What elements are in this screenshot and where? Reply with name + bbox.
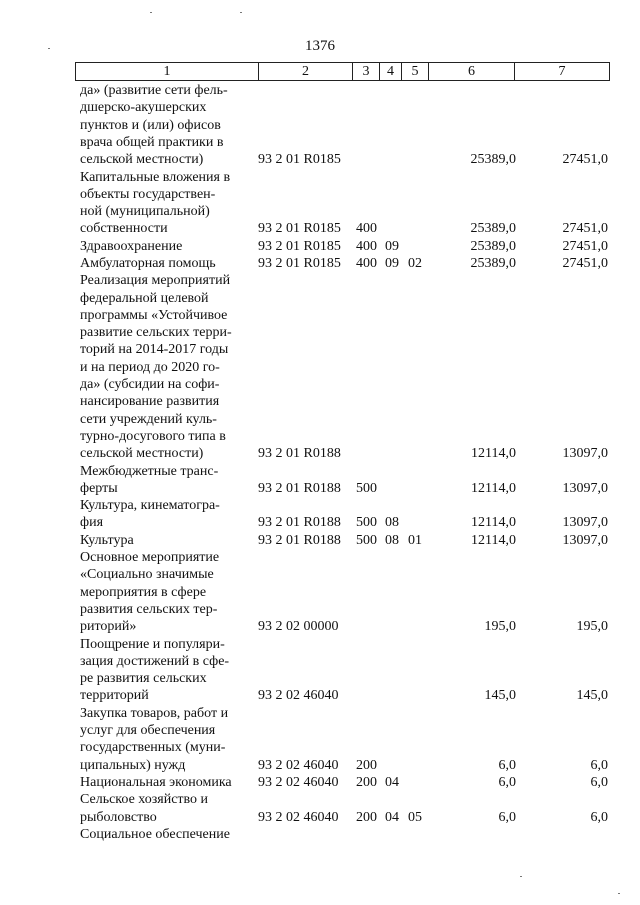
row-code: 93 2 02 00000 (258, 619, 339, 635)
scan-speck (48, 48, 50, 49)
page-number: 1376 (305, 38, 335, 54)
row-value-2017: 25389,0 (470, 238, 516, 254)
row-name-line: Межбюджетные транс- (80, 463, 219, 479)
table-row (0, 549, 640, 636)
row-name-line: Национальная экономика (80, 774, 232, 790)
row-value-2018: 13097,0 (562, 480, 608, 496)
row-code: 93 2 01 R0188 (258, 532, 341, 548)
row-value-2018: 27451,0 (562, 238, 608, 254)
row-value-2018: 195,0 (576, 619, 608, 635)
scan-speck (150, 12, 152, 13)
row-code: 93 2 01 R0185 (258, 221, 341, 237)
row-value-2018: 6,0 (590, 774, 608, 790)
table-row (0, 255, 640, 272)
row-name-line: объекты государствен- (80, 186, 216, 202)
row-name-line: программы «Устойчивое (80, 307, 228, 323)
header-col-7: 7 (514, 63, 609, 80)
row-col3: 400 (356, 221, 377, 237)
table-row (0, 463, 640, 498)
row-name (80, 705, 248, 774)
row-value-2017: 6,0 (498, 757, 516, 773)
row-col4: 04 (385, 809, 399, 825)
row-name (80, 255, 248, 272)
row-name-line: дшерско-акушерских (80, 100, 207, 116)
row-name-line: Закупка товаров, работ и (80, 705, 229, 721)
row-code: 93 2 01 R0188 (258, 446, 341, 462)
row-col3: 400 (356, 255, 377, 271)
row-value-2017: 6,0 (498, 774, 516, 790)
table-row (0, 705, 640, 774)
row-name-line: Поощрение и популяри- (80, 636, 225, 652)
header-col-6: 6 (428, 63, 514, 80)
row-name-line: ципальных) нужд (80, 757, 186, 773)
row-name-line: развития сельских тер- (80, 601, 218, 617)
row-name-line: фия (80, 515, 104, 531)
row-col3: 200 (356, 809, 377, 825)
row-value-2017: 145,0 (484, 688, 516, 704)
row-name-line: собственности (80, 221, 168, 237)
row-col5: 02 (408, 255, 422, 271)
row-col4: 04 (385, 774, 399, 790)
row-value-2017: 25389,0 (470, 152, 516, 168)
scan-speck (240, 12, 242, 13)
row-col3: 500 (356, 515, 377, 531)
row-name-line: и на период до 2020 го- (80, 359, 220, 375)
row-code: 93 2 01 R0185 (258, 238, 341, 254)
row-code: 93 2 02 46040 (258, 809, 339, 825)
row-name-line: развитие сельских терри- (80, 325, 232, 341)
table-row (0, 532, 640, 549)
row-value-2018: 145,0 (576, 688, 608, 704)
row-col3: 200 (356, 757, 377, 773)
table-row (0, 82, 640, 169)
row-name-line: риторий» (80, 619, 137, 635)
row-name-line: Социальное обеспечение (80, 826, 230, 842)
row-name (80, 82, 248, 168)
row-value-2017: 12114,0 (471, 532, 516, 548)
row-name-line: Капитальные вложения в (80, 169, 231, 185)
row-name (80, 463, 248, 498)
row-name-line: зация достижений в сфе- (80, 653, 230, 669)
table-row (0, 238, 640, 255)
row-name (80, 636, 248, 705)
row-col5: 05 (408, 809, 422, 825)
row-code: 93 2 02 46040 (258, 757, 339, 773)
row-name-line: услуг для обеспечения (80, 723, 216, 739)
table-body (0, 82, 640, 843)
row-value-2017: 25389,0 (470, 255, 516, 271)
scan-speck (618, 893, 620, 894)
row-value-2018: 6,0 (590, 809, 608, 825)
row-name-line: сельской местности) (80, 446, 204, 462)
header-col-1: 1 (163, 64, 171, 79)
row-value-2018: 13097,0 (562, 532, 608, 548)
row-col4: 09 (385, 255, 399, 271)
row-col4: 08 (385, 515, 399, 531)
table-row (0, 791, 640, 826)
row-name-line: нансирование развития (80, 394, 220, 410)
row-code: 93 2 01 R0188 (258, 480, 341, 496)
row-name (80, 826, 248, 843)
table-row (0, 169, 640, 238)
row-name (80, 497, 248, 532)
row-name-line: федеральной целевой (80, 290, 209, 306)
row-name (80, 791, 248, 826)
row-code: 93 2 01 R0188 (258, 515, 341, 531)
table-row (0, 272, 640, 462)
row-name-line: мероприятия в сфере (80, 584, 207, 600)
header-col-4: 4 (379, 63, 401, 80)
row-name-line: да» (развитие сети фель- (80, 83, 228, 98)
row-value-2018: 13097,0 (562, 446, 608, 462)
row-name (80, 272, 248, 462)
row-col4: 09 (385, 238, 399, 254)
row-name-line: ре развития сельских (80, 671, 207, 687)
row-value-2017: 6,0 (498, 809, 516, 825)
row-name-line: пунктов и (или) офисов (80, 117, 221, 133)
row-code: 93 2 02 46040 (258, 688, 339, 704)
table-row (0, 497, 640, 532)
row-name (80, 774, 248, 791)
row-name (80, 532, 248, 549)
row-col3: 200 (356, 774, 377, 790)
row-name-line: государственных (муни- (80, 740, 226, 756)
row-name-line: Реализация мероприятий (80, 273, 231, 289)
row-value-2018: 13097,0 (562, 515, 608, 531)
row-name (80, 238, 248, 255)
row-value-2017: 195,0 (484, 619, 516, 635)
row-name-line: сети учреждений куль- (80, 411, 217, 427)
table-header (75, 62, 610, 81)
row-value-2017: 12114,0 (471, 515, 516, 531)
row-col3: 500 (356, 480, 377, 496)
header-col-2: 2 (258, 63, 352, 80)
row-col3: 400 (356, 238, 377, 254)
row-value-2018: 27451,0 (562, 255, 608, 271)
row-name (80, 549, 248, 635)
row-name-line: турно-досугового типа в (80, 428, 226, 444)
row-name-line: да» (субсидии на софи- (80, 377, 220, 393)
header-col-5: 5 (401, 63, 428, 80)
row-code: 93 2 01 R0185 (258, 255, 341, 271)
row-value-2017: 25389,0 (470, 221, 516, 237)
row-name-line: Культура (80, 532, 134, 548)
row-code: 93 2 01 R0185 (258, 152, 341, 168)
scan-speck (520, 876, 522, 877)
row-value-2018: 6,0 (590, 757, 608, 773)
row-name-line: Здравоохранение (80, 238, 183, 254)
row-col4: 08 (385, 532, 399, 548)
row-col3: 500 (356, 532, 377, 548)
row-name-line: рыболовство (80, 809, 157, 825)
table-row (0, 826, 640, 843)
table-row (0, 774, 640, 791)
table-row (0, 636, 640, 705)
row-code: 93 2 02 46040 (258, 774, 339, 790)
row-value-2018: 27451,0 (562, 152, 608, 168)
row-col5: 01 (408, 532, 422, 548)
row-name-line: врача общей практики в (80, 134, 224, 150)
row-name-line: «Социально значимые (80, 567, 214, 583)
row-name-line: Сельское хозяйство и (80, 792, 209, 808)
row-name-line: сельской местности) (80, 152, 204, 168)
row-name-line: ной (муниципальной) (80, 204, 210, 220)
row-name-line: Культура, кинематогра- (80, 498, 220, 514)
row-name-line: ферты (80, 480, 118, 496)
row-value-2017: 12114,0 (471, 480, 516, 496)
row-name (80, 169, 248, 238)
header-col-3: 3 (352, 63, 379, 80)
row-value-2018: 27451,0 (562, 221, 608, 237)
row-value-2017: 12114,0 (471, 446, 516, 462)
row-name-line: территорий (80, 688, 149, 704)
row-name-line: Амбулаторная помощь (80, 255, 216, 271)
row-name-line: Основное мероприятие (80, 550, 220, 566)
row-name-line: торий на 2014-2017 годы (80, 342, 229, 358)
